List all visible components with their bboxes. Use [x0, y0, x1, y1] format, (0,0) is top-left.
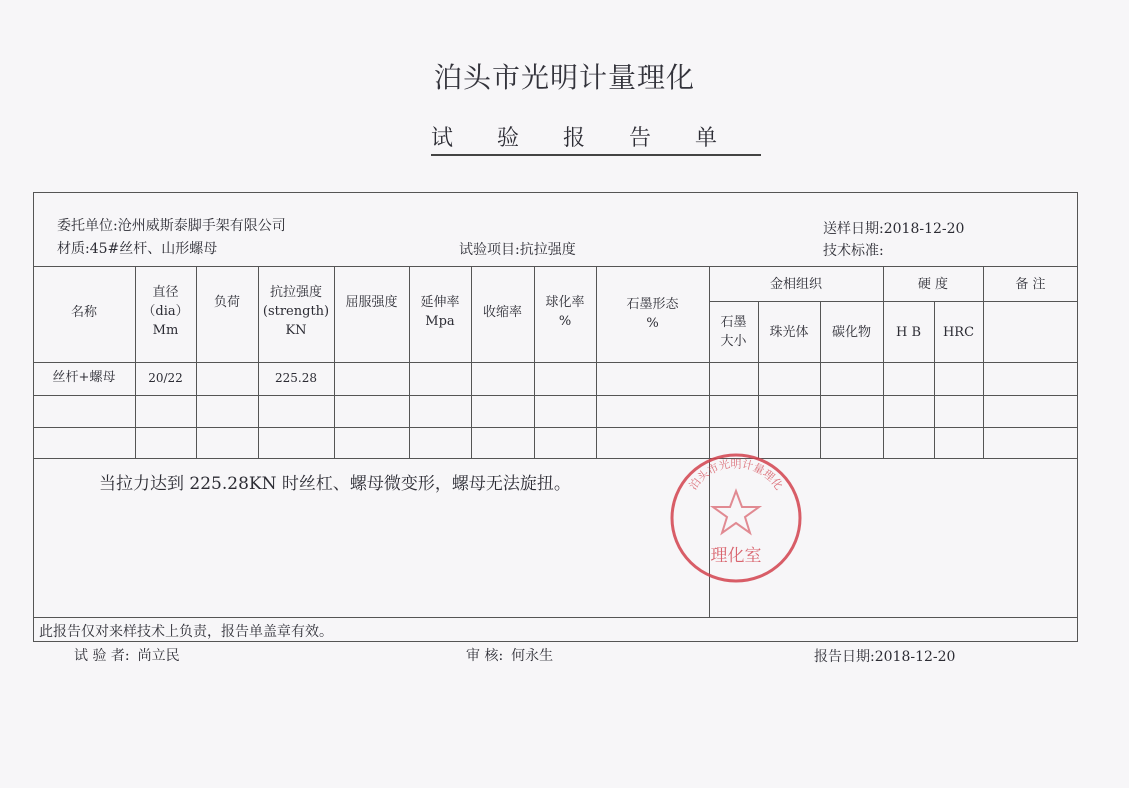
header-pearlite: 珠光体: [769, 325, 809, 340]
material-label: 材质:: [57, 241, 90, 257]
header-bottom-line: [33, 362, 1078, 363]
test-item-value: 抗拉强度: [519, 242, 576, 258]
test-item-label: 试验项目:: [459, 242, 520, 258]
subheader-line: [709, 301, 1078, 302]
col-line: [471, 266, 472, 458]
table-row: [33, 368, 135, 387]
sample-date-line: [823, 218, 964, 238]
header-carbide: 碳化物: [831, 325, 871, 340]
header-hb: H B: [895, 325, 922, 340]
header-hrc: HRC: [942, 325, 975, 340]
row-line-2: [33, 427, 1078, 428]
sample-date-label: 送样日期:: [823, 221, 884, 237]
header-graphite-form: 石墨形态 %: [626, 297, 679, 331]
reviewer-line: [466, 645, 553, 665]
remark-bottom-line: [33, 617, 1078, 618]
header-load: 负荷: [213, 295, 240, 310]
result-text: 当拉力达到 225.28KN 时丝杠、螺母微变形，螺母无法旋扭。: [99, 474, 571, 494]
header-diameter: 直径 （dia） Mm: [142, 285, 189, 338]
table-bottom-line: [33, 458, 1078, 459]
report-date-label: 报告日期:: [814, 649, 875, 665]
tester-line: [74, 645, 180, 665]
header-yield: 屈服强度: [345, 295, 398, 310]
test-item-line: [459, 239, 576, 259]
report-date-value: 2018-12-20: [874, 649, 956, 665]
official-seal: [668, 451, 804, 585]
material-line: [57, 238, 217, 258]
seal-text: 泊头市光明计量理化: [686, 457, 786, 493]
header-remarks: 备 注: [1015, 277, 1046, 292]
header-shrinkage: 收缩率: [482, 305, 522, 320]
client-value: 沧州威斯泰脚手架有限公司: [117, 218, 286, 234]
tester-name: 尚立民: [137, 648, 180, 664]
disclaimer: 此报告仅对来样技术上负责，报告单盖章有效。: [39, 624, 333, 640]
header-graphite-size: 石墨 大小: [720, 315, 747, 349]
report-title: 泊头市光明计量理化: [433, 61, 695, 94]
row-name: 丝杆+螺母: [52, 370, 116, 385]
header-spheroidization: 球化率 %: [545, 295, 585, 329]
col-line: [883, 266, 884, 458]
tech-standard-label: 技术标准:: [823, 243, 884, 259]
report-subtitle: 试验报告单: [431, 126, 761, 156]
svg-text:泊头市光明计量理化: [686, 457, 786, 493]
row-diameter: 20/22: [148, 371, 183, 385]
tech-standard-line: [823, 240, 884, 260]
header-hardness: 硬 度: [917, 277, 949, 292]
row-line-1: [33, 395, 1078, 396]
client-label: 委托单位:: [57, 218, 118, 234]
header-elongation: 延伸率 Mpa: [420, 295, 460, 329]
header-metallographic: 金相组织: [769, 277, 822, 292]
table-top-line: [33, 266, 1078, 267]
sample-date-value: 2018-12-20: [883, 221, 965, 237]
reviewer-name: 何永生: [511, 648, 554, 664]
material-value: 45#丝杆、山形螺母: [89, 241, 218, 257]
client-line: [57, 215, 286, 235]
reviewer-label: 审 核:: [466, 648, 504, 664]
col-line: [983, 266, 984, 458]
report-frame: [33, 192, 1078, 642]
row-strength: 225.28: [275, 371, 317, 385]
report-date-line: [814, 646, 955, 666]
tester-label: 试 验 者:: [74, 648, 130, 664]
seal-bottom-text: 理化室: [710, 546, 762, 566]
header-name: 名称: [70, 305, 97, 320]
header-strength: 抗拉强度 (strength) KN: [262, 285, 330, 338]
